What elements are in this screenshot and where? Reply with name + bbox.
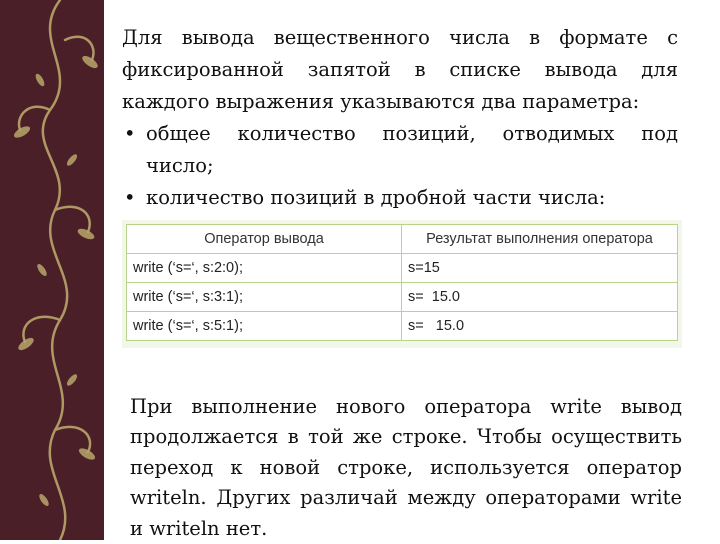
table-header-row [127,225,678,254]
slide-content [122,22,678,214]
decorative-ornament-panel [0,0,104,540]
bullet-text-continuation: число; [146,150,678,182]
table-row [127,283,678,312]
result-cell: s= 15.0 [402,312,678,341]
bullet-marker: • [124,118,136,150]
intro-line: Для вывода вещественного числа в формате с [122,22,678,54]
bullet-text: общее количество позиций, отводимых под [146,118,678,150]
table-row [127,312,678,341]
operator-cell: write (‘s=‘, s:5:1); [127,312,402,341]
bullet-text: количество позиций в дробной части числа: [146,186,605,209]
operator-cell: write (‘s=‘, s:3:1); [127,283,402,312]
result-cell: s=15 [402,254,678,283]
bullet-marker: • [124,182,136,214]
operator-cell: write (‘s=‘, s:2:0); [127,254,402,283]
intro-line: каждого выражения указываются два параметра: [122,86,678,118]
write-examples-table [126,224,678,341]
table-frame [122,220,682,348]
intro-paragraph [122,22,678,118]
list-item [122,182,678,214]
result-cell: s= 15.0 [402,283,678,312]
floral-ornament-icon [0,0,104,540]
column-header-operator: Оператор вывода [127,225,402,254]
column-header-result: Результат выполнения оператора [402,225,678,254]
bullet-list [122,118,678,214]
intro-line: фиксированной запятой в списке вывода для [122,54,678,86]
list-item [122,118,678,182]
table-row [127,254,678,283]
closing-paragraph: При выполнение нового оператора write вывод продолжается в той же строке. Чтобы осуществить переход к новой строке, используется оператор writeln. Других различай между операторами write и writeln нет. [130,392,682,544]
